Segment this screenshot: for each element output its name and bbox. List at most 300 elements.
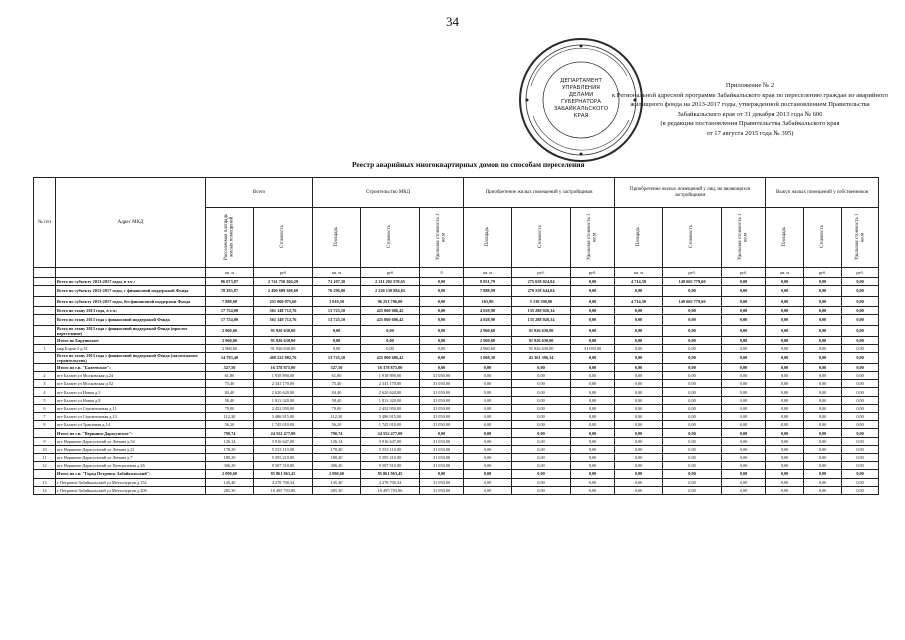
value-cell: 0,00	[420, 296, 464, 306]
row-number-cell	[34, 306, 56, 314]
row-number-cell: 2	[34, 372, 56, 380]
value-cell: 0,00	[663, 306, 722, 314]
value-cell: 0,00	[804, 462, 842, 470]
value-cell: 0,00	[663, 421, 722, 429]
value-cell: 0,00	[842, 429, 879, 437]
row-label-cell: Итого по Баргинскоe:	[56, 336, 206, 344]
group-developer-header: Приобретение жилых помещений у застройщиков	[464, 178, 615, 208]
summary-row	[34, 352, 879, 363]
value-cell: 0,00	[722, 380, 766, 388]
row-number-cell: 13	[34, 478, 56, 486]
value-cell: 0,00	[766, 437, 804, 445]
row-label-cell: пгт Вершино-Дарасунский ул Ленина д.7	[56, 453, 206, 461]
row-label-cell: пгт Балагн ул Строительная д.13	[56, 413, 206, 421]
value-cell: 0,00	[615, 437, 663, 445]
units-cell: руб.	[842, 268, 879, 278]
value-cell: 0,00	[663, 413, 722, 421]
value-cell: 16 378 875,00	[254, 363, 313, 371]
row-label-cell: мкр Борзя-3 д.31	[56, 344, 206, 352]
value-cell: 2 452 950,00	[254, 404, 313, 412]
value-cell: 270 558 644,04	[512, 286, 571, 296]
value-cell: 0,00	[766, 478, 804, 486]
registry-table-body	[34, 278, 879, 495]
col-total-area-header: Расселяемая площадь жилых помещений	[206, 208, 254, 268]
value-cell: 0,00	[571, 315, 615, 325]
value-cell: 0,00	[615, 421, 663, 429]
value-cell: 0,00	[842, 445, 879, 453]
units-cell: руб.	[571, 268, 615, 278]
value-cell: 0,00	[663, 453, 722, 461]
appendix-line: (в редакции постановления Правительства Забайкальского края	[660, 120, 840, 128]
value-cell: 790,74	[206, 429, 254, 437]
summary-row	[34, 306, 879, 314]
row-label-cell: пгт Балагн ул Московская д.52	[56, 380, 206, 388]
col-cost-header: Стоимость	[512, 208, 571, 268]
value-cell: 0,00	[722, 352, 766, 363]
group-construction-header: Строительство МКД	[313, 178, 464, 208]
units-cell: руб.	[663, 268, 722, 278]
value-cell: 0,00	[420, 336, 464, 344]
value-cell: 0,00	[615, 315, 663, 325]
value-cell: 2 960,60	[464, 325, 512, 336]
value-cell: 0,00	[420, 306, 464, 314]
value-cell: 56,20	[313, 421, 361, 429]
value-cell: 2 311 202 570,65	[361, 278, 420, 286]
value-cell: 178,20	[206, 445, 254, 453]
units-cell	[56, 268, 206, 278]
value-cell: 31 050,00	[420, 404, 464, 412]
value-cell: 0,00	[842, 286, 879, 296]
value-cell: 4 028,90	[464, 306, 512, 314]
appendix-line: от 17 августа 2015 года № 395)	[706, 129, 794, 137]
value-cell: 0,00	[615, 344, 663, 352]
value-cell: 0,00	[804, 315, 842, 325]
value-cell: 5 595 210,00	[361, 453, 420, 461]
value-cell: 0,00	[766, 453, 804, 461]
value-cell: 0,00	[722, 296, 766, 306]
value-cell: 0,00	[804, 413, 842, 421]
value-cell: 0,00	[766, 363, 804, 371]
summary-row	[34, 363, 879, 371]
row-number-cell: 4	[34, 388, 56, 396]
value-cell: 0,00	[512, 372, 571, 380]
summary-row	[34, 278, 879, 286]
table-row	[34, 404, 879, 412]
value-cell: 2 960,60	[206, 336, 254, 344]
value-cell: 9 507 510,00	[254, 462, 313, 470]
value-cell: 0,00	[361, 325, 420, 336]
value-cell: 61,80	[313, 372, 361, 380]
value-cell: 3 486 915,00	[254, 413, 313, 421]
value-cell: 0,00	[464, 445, 512, 453]
value-cell: 1 745 010,00	[254, 421, 313, 429]
row-label-cell: пгт Балагн ул Московская д.24	[56, 372, 206, 380]
value-cell: 0,00	[420, 315, 464, 325]
value-cell: 91 926 630,00	[512, 344, 571, 352]
value-cell: 0,00	[766, 470, 804, 478]
value-cell: 5 595 210,00	[254, 453, 313, 461]
value-cell: 61,80	[206, 372, 254, 380]
value-cell: 0,00	[571, 296, 615, 306]
value-cell: 0,00	[722, 421, 766, 429]
value-cell: 163,80	[464, 296, 512, 306]
value-cell: 0,00	[663, 286, 722, 296]
value-cell: 75,40	[313, 380, 361, 388]
value-cell: 0,00	[663, 344, 722, 352]
value-cell: 2 220 130 884,65	[361, 286, 420, 296]
appendix-line: к Региональной адресной программе Забайкальского края по переселению граждан из аварийного	[611, 91, 889, 99]
value-cell: 0,00	[722, 372, 766, 380]
value-cell: 527,50	[206, 363, 254, 371]
units-cell: кв. м	[615, 268, 663, 278]
svg-text:ДЕПАРТАМЕНТ: ДЕПАРТАМЕНТ	[560, 78, 602, 84]
svg-text:ГУБЕРНАТОРА: ГУБЕРНАТОРА	[561, 99, 601, 105]
svg-text:УПРАВЛЕНИЯ: УПРАВЛЕНИЯ	[561, 85, 601, 91]
value-cell: 135 288 026,34	[512, 315, 571, 325]
row-number-cell: 7	[34, 413, 56, 421]
value-cell: 0,00	[722, 437, 766, 445]
value-cell: 0,00	[804, 363, 842, 371]
value-cell: 0,00	[571, 486, 615, 494]
value-cell: 0,00	[420, 363, 464, 371]
table-row	[34, 478, 879, 486]
value-cell: 0,00	[615, 429, 663, 437]
row-label-cell: Всего по этапу 2013 года с финансовой поддержкой Фонда (малоэтажное строительство)	[56, 352, 206, 363]
row-number-cell: 8	[34, 421, 56, 429]
value-cell: 5 533 110,00	[254, 445, 313, 453]
value-cell: 0,00	[722, 453, 766, 461]
value-cell: 0,00	[722, 363, 766, 371]
value-cell: 13 725,10	[313, 315, 361, 325]
col-cost-header: Стоимость	[254, 208, 313, 268]
value-cell: 0,00	[512, 404, 571, 412]
value-cell: 0,00	[464, 486, 512, 494]
value-cell: 0,00	[766, 380, 804, 388]
value-cell: 3 916 647,00	[361, 437, 420, 445]
value-cell: 0,00	[722, 306, 766, 314]
value-cell: 4 714,58	[615, 278, 663, 286]
value-cell: 0,00	[615, 286, 663, 296]
value-cell: 178,20	[313, 445, 361, 453]
col-area-header: Площадь	[615, 208, 663, 268]
value-cell: 85 861 963,45	[361, 470, 420, 478]
value-cell: 71 107,30	[313, 278, 361, 286]
units-cell	[34, 268, 56, 278]
value-cell: 0,00	[464, 437, 512, 445]
value-cell: 43 361 396,34	[512, 352, 571, 363]
value-cell: 0,00	[512, 421, 571, 429]
value-cell: 31 050,00	[420, 372, 464, 380]
row-label-cell: пгт Вершино-Дарасунский ул Ленина д.54	[56, 437, 206, 445]
value-cell: 58,40	[313, 396, 361, 404]
value-cell: 0,00	[766, 388, 804, 396]
value-cell: 0,00	[571, 445, 615, 453]
row-label-cell: Итого по г.п. "Город Петровск-Забайкальский":	[56, 470, 206, 478]
value-cell: 0,00	[842, 486, 879, 494]
value-cell: 425 860 686,42	[361, 315, 420, 325]
value-cell: 0,00	[663, 372, 722, 380]
value-cell: 0,00	[571, 478, 615, 486]
value-cell: 91 926 630,00	[512, 336, 571, 344]
value-cell: 0,00	[722, 486, 766, 494]
value-cell: 0,00	[512, 396, 571, 404]
row-number-cell	[34, 315, 56, 325]
svg-text:ЗАБАЙКАЛЬСКОГО: ЗАБАЙКАЛЬСКОГО	[553, 106, 609, 112]
value-cell: 0,00	[663, 363, 722, 371]
value-cell: 0,00	[420, 429, 464, 437]
value-cell: 0,00	[663, 478, 722, 486]
value-cell: 0,00	[842, 478, 879, 486]
value-cell: 0,00	[663, 445, 722, 453]
value-cell: 5 533 110,00	[361, 445, 420, 453]
row-label-cell: пгт Балагн ул Новая д.8	[56, 396, 206, 404]
col-address-header: Адрес МКД	[56, 178, 206, 268]
value-cell: 0,00	[420, 352, 464, 363]
value-cell: 2 960,60	[206, 325, 254, 336]
value-cell: 0,00	[766, 462, 804, 470]
value-cell: 285,30	[206, 486, 254, 494]
value-cell: 0,00	[615, 404, 663, 412]
value-cell: 0,00	[663, 336, 722, 344]
units-cell: руб	[361, 268, 420, 278]
value-cell: 0,00	[804, 352, 842, 363]
value-cell: 0,00	[663, 437, 722, 445]
value-cell: 0,00	[420, 344, 464, 352]
value-cell: 0,00	[722, 336, 766, 344]
group-non-developer-header: Приобретение жилых помещений у лиц, не являющихся застройщиком	[615, 178, 766, 208]
units-cell: руб.	[804, 268, 842, 278]
value-cell: 0,00	[722, 478, 766, 486]
value-cell: 0,00	[804, 344, 842, 352]
row-number-cell	[34, 363, 56, 371]
value-cell: 0,00	[766, 344, 804, 352]
value-cell: 0,00	[842, 396, 879, 404]
table-row	[34, 462, 879, 470]
value-cell: 0,00	[842, 421, 879, 429]
value-cell: 1 813 320,00	[361, 396, 420, 404]
value-cell: 0,00	[766, 372, 804, 380]
value-cell: 0,00	[804, 404, 842, 412]
value-cell: 0,00	[842, 453, 879, 461]
value-cell: 31 050,00	[420, 413, 464, 421]
value-cell: 31 050,00	[571, 344, 615, 352]
value-cell: 0,00	[512, 453, 571, 461]
value-cell: 75,40	[206, 380, 254, 388]
value-cell: 0,00	[615, 470, 663, 478]
value-cell: 2 960,60	[464, 336, 512, 344]
value-cell: 0,00	[420, 278, 464, 286]
value-cell: 0,00	[766, 445, 804, 453]
summary-row	[34, 336, 879, 344]
units-cell: кв. м	[313, 268, 361, 278]
row-number-cell: 3	[34, 380, 56, 388]
row-label-cell: пгт Балагн ул Новая д.3	[56, 388, 206, 396]
col-area-header: Площадь	[464, 208, 512, 268]
value-cell: 0,00	[615, 388, 663, 396]
value-cell: 2 620 620,00	[361, 388, 420, 396]
value-cell: 3 486 915,00	[361, 413, 420, 421]
value-cell: 0,00	[464, 372, 512, 380]
value-cell: 0,00	[842, 306, 879, 314]
value-cell: 13 725,10	[313, 352, 361, 363]
value-cell: 561 148 712,76	[254, 315, 313, 325]
value-cell: 0,00	[842, 404, 879, 412]
value-cell: 84,40	[206, 388, 254, 396]
value-cell: 2 090,60	[313, 470, 361, 478]
col-cost-header: Стоимость	[361, 208, 420, 268]
value-cell: 0,00	[512, 388, 571, 396]
value-cell: 0,00	[766, 404, 804, 412]
row-number-cell: 11	[34, 453, 56, 461]
summary-row	[34, 315, 879, 325]
row-number-cell	[34, 352, 56, 363]
value-cell: 275 658 024,04	[512, 278, 571, 286]
value-cell: 527,50	[313, 363, 361, 371]
value-cell: 0,00	[663, 352, 722, 363]
value-cell: 91 926 630,00	[512, 325, 571, 336]
value-cell: 0,00	[512, 363, 571, 371]
group-buyout-header: Выкуп жилых помещений у собственников	[766, 178, 879, 208]
value-cell: 180,20	[206, 453, 254, 461]
value-cell: 0,00	[571, 286, 615, 296]
value-cell: 0,00	[615, 336, 663, 344]
col-unit-cost-header: Удельная стоимость 1 кв.м	[420, 208, 464, 268]
value-cell: 0,00	[512, 380, 571, 388]
value-cell: 31 050,00	[420, 486, 464, 494]
value-cell: 0,00	[512, 478, 571, 486]
value-cell: 0,00	[766, 421, 804, 429]
units-cell: кв. м	[464, 268, 512, 278]
value-cell: 0,00	[571, 404, 615, 412]
value-cell: 0,00	[663, 470, 722, 478]
value-cell: 0,00	[722, 445, 766, 453]
value-cell: 0,00	[842, 470, 879, 478]
value-cell: 85 861 963,45	[254, 470, 313, 478]
value-cell: 0,00	[464, 453, 512, 461]
value-cell: 0,00	[615, 478, 663, 486]
value-cell: 31 050,00	[420, 396, 464, 404]
value-cell: 0,00	[663, 388, 722, 396]
summary-row	[34, 470, 879, 478]
appendix-line: жилищного фонда на 2013-2017 годы, утвержденной постановлением Правительства	[630, 101, 870, 109]
value-cell: 0,00	[722, 470, 766, 478]
value-cell: 0,00	[615, 380, 663, 388]
table-row	[34, 344, 879, 352]
value-cell: 0,00	[766, 296, 804, 306]
value-cell: 0,00	[512, 445, 571, 453]
value-cell: 0,00	[804, 278, 842, 286]
value-cell: 70 296,80	[313, 286, 361, 296]
row-number-cell	[34, 286, 56, 296]
row-number-cell	[34, 325, 56, 336]
value-cell: 0,00	[842, 336, 879, 344]
value-cell: 469 222 082,76	[254, 352, 313, 363]
value-cell: 0,00	[663, 404, 722, 412]
units-cell: руб	[254, 268, 313, 278]
value-cell: 0,00	[464, 363, 512, 371]
value-cell: 0,00	[804, 336, 842, 344]
value-cell: 0,00	[571, 363, 615, 371]
value-cell: 0,00	[571, 453, 615, 461]
value-cell: 0,00	[842, 388, 879, 396]
row-number-cell: 5	[34, 396, 56, 404]
col-area-header: Площадь	[313, 208, 361, 268]
summary-row	[34, 296, 879, 306]
value-cell: 0,00	[420, 286, 464, 296]
value-cell: 135 288 026,34	[512, 306, 571, 314]
value-cell: 0,00	[571, 437, 615, 445]
registry-table-wrapper	[33, 177, 878, 495]
value-cell: 0,00	[766, 396, 804, 404]
row-number-cell: 6	[34, 404, 56, 412]
value-cell: 0,00	[361, 344, 420, 352]
value-cell: 91 926 630,00	[254, 336, 313, 344]
row-label-cell: Всего по этапу 2013 года, в т.ч.:	[56, 306, 206, 314]
registry-table	[33, 177, 879, 495]
value-cell: 425 860 686,42	[361, 306, 420, 314]
value-cell: 0,00	[615, 325, 663, 336]
value-cell: 0,00	[464, 388, 512, 396]
value-cell: 0,00	[842, 344, 879, 352]
value-cell: 0,00	[722, 315, 766, 325]
row-number-cell: 9	[34, 437, 56, 445]
col-unit-cost-header: Удельная стоимость 1 кв.м	[571, 208, 615, 268]
row-label-cell: Итого по г.п. "Вершино-Дарасунское":	[56, 429, 206, 437]
value-cell: 0,00	[766, 486, 804, 494]
table-row	[34, 380, 879, 388]
table-row	[34, 453, 879, 461]
row-label-cell: пгт Балагн ул Строительная д.11	[56, 404, 206, 412]
value-cell: 0,00	[722, 413, 766, 421]
value-cell: 0,00	[842, 296, 879, 306]
value-cell: 0,00	[804, 453, 842, 461]
value-cell: 0,00	[842, 380, 879, 388]
table-row	[34, 486, 879, 494]
value-cell: 0,00	[512, 462, 571, 470]
value-cell: 2 490 689 308,69	[254, 286, 313, 296]
value-cell: 0,00	[804, 478, 842, 486]
value-cell: 31 050,00	[420, 462, 464, 470]
value-cell: 31 050,00	[420, 421, 464, 429]
value-cell: 251 060 875,60	[254, 296, 313, 306]
row-number-cell	[34, 296, 56, 306]
value-cell: 2 741 750 304,29	[254, 278, 313, 286]
value-cell: 17 754,00	[206, 315, 254, 325]
value-cell: 3 916 647,00	[254, 437, 313, 445]
appendix-line: Забайкальского края от 31 декабря 2013 года № 606	[677, 110, 823, 118]
value-cell: 0,00	[663, 486, 722, 494]
value-cell: 306,20	[313, 462, 361, 470]
value-cell: 4 278 700,34	[254, 478, 313, 486]
value-cell: 0,00	[571, 421, 615, 429]
value-cell: 0,00	[464, 421, 512, 429]
value-cell: 2 960,60	[464, 344, 512, 352]
summary-row	[34, 286, 879, 296]
value-cell: 4 278 700,34	[361, 478, 420, 486]
value-cell: 0,00	[615, 453, 663, 461]
value-cell: 0,00	[663, 380, 722, 388]
value-cell: 0,00	[804, 380, 842, 388]
table-row	[34, 445, 879, 453]
value-cell: 5 139 390,00	[512, 296, 571, 306]
value-cell: 0,00	[615, 413, 663, 421]
value-cell: 0,00	[766, 413, 804, 421]
value-cell: 0,00	[464, 396, 512, 404]
value-cell: 0,00	[512, 429, 571, 437]
value-cell: 0,00	[722, 388, 766, 396]
value-cell: 1 068,30	[464, 352, 512, 363]
value-cell: 790,74	[313, 429, 361, 437]
